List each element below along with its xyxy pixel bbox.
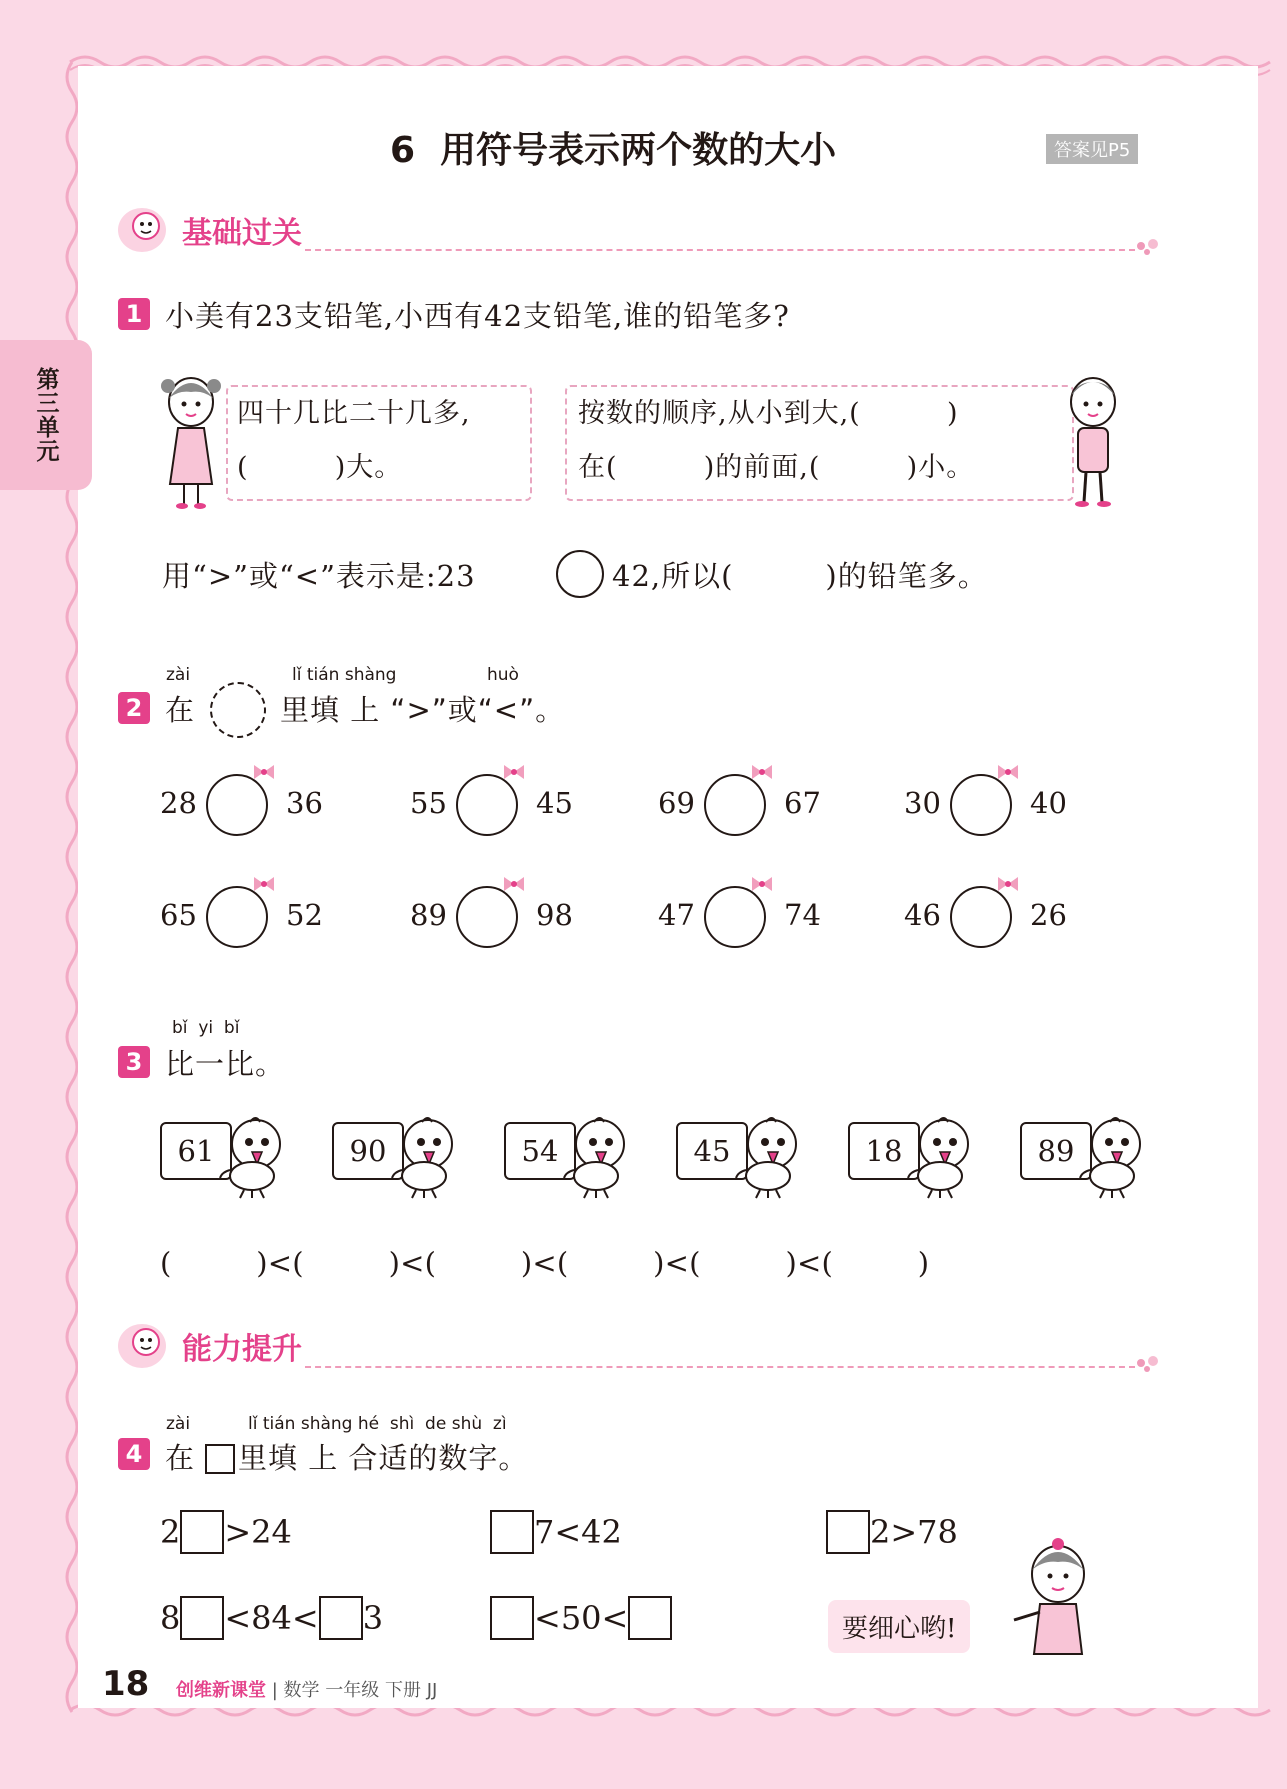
question-4-number: 4 [118,1438,150,1470]
question-1-answer-suffix: 42,所以( )的铅笔多。 [612,559,988,593]
q2-pinyin-huo: huò [487,665,519,685]
q2-example-circle [210,682,266,738]
q2-right-number: 74 [784,898,821,932]
chick-icon [1076,1114,1150,1200]
q4-r2a-box1[interactable] [180,1596,224,1640]
q4-row2-a [160,1596,383,1640]
q4-example-square [205,1444,235,1474]
q3-number-card: 18 [848,1122,920,1180]
q2-left-number: 47 [658,898,695,932]
q4-r1b-box[interactable] [490,1510,534,1554]
unit-tab: 第三单元 [0,340,92,490]
q2-left-number: 30 [904,786,941,820]
q4-r1a-pre: 2 [160,1513,181,1551]
answer-circle-23-42[interactable] [556,550,604,598]
q2-answer-circle[interactable] [456,886,518,948]
bow-icon [996,762,1020,782]
bow-icon [502,874,526,894]
q2-pinyin-zai: zài [166,665,191,685]
dots-icon [1133,236,1163,256]
girl-figure-icon [158,372,224,512]
q2-left-number: 65 [160,898,197,932]
q4-row1-b [490,1510,622,1554]
bow-icon [996,874,1020,894]
bow-icon [252,874,276,894]
bow-icon [252,762,276,782]
bow-icon [750,762,774,782]
section-mascot-icon-2 [116,1320,172,1370]
q3-number-card: 90 [332,1122,404,1180]
q3-answer-line: ( )<( )<( )<( )<( )<( ) [160,1246,930,1280]
footer-sep: | [271,1680,278,1701]
q2-pinyin-rest: lǐ tián shàng [292,665,397,685]
q2-answer-circle[interactable] [206,774,268,836]
q4-r1c-box[interactable] [826,1510,870,1554]
q2-answer-circle[interactable] [206,886,268,948]
q4-r2b-mid: <50< [534,1599,629,1637]
section-basic-title: 基础过关 [182,216,302,251]
q2-right-number: 98 [536,898,573,932]
chick-icon [560,1114,634,1200]
q2-left-number: 28 [160,786,197,820]
q2-right-number: 40 [1030,786,1067,820]
q2-answer-circle[interactable] [950,774,1012,836]
q3-text: 比一比。 [165,1047,286,1081]
chick-icon [388,1114,462,1200]
q3-number-card: 61 [160,1122,232,1180]
footer-brand: 创维新课堂 [176,1680,266,1701]
q2-right-number: 26 [1030,898,1067,932]
q4-r2b-box2[interactable] [628,1596,672,1640]
section-mascot-icon [116,204,172,254]
footer-edition: JJ [426,1680,438,1701]
boy-figure-icon [1060,372,1126,512]
question-1-text: 小美有23支铅笔,小西有42支铅笔,谁的铅笔多? [165,299,790,333]
q4-r1a-box[interactable] [180,1510,224,1554]
page-title: 6 用符号表示两个数的大小 [390,130,837,171]
q3-pinyin: bǐ yi bǐ [172,1018,240,1038]
q4-r1c-post: 2>78 [870,1513,958,1551]
q4-r1a-post: >24 [224,1513,292,1551]
q4-r2a-post: 3 [362,1599,384,1637]
section-advanced-divider [305,1366,1135,1368]
q3-number-card: 54 [504,1122,576,1180]
right-hint-line1: 按数的顺序,从小到大,( ) [578,398,959,429]
left-hint-line1: 四十几比二十几多, [237,398,471,429]
q4-pinyin-1: zài [166,1414,191,1434]
footer-grade: 一年级 [325,1680,380,1701]
question-1-answer-prefix: 用“>”或“<”表示是:23 [162,559,476,593]
page-number: 18 [102,1664,150,1704]
girl-pointing-icon [1000,1536,1100,1656]
q4-word-1: 在 [165,1441,196,1475]
q2-right-number: 36 [286,786,323,820]
section-advanced-title: 能力提升 [182,1332,302,1367]
q2-left-number: 89 [410,898,447,932]
q2-answer-circle[interactable] [704,774,766,836]
q4-r1b-post: 7<42 [534,1513,622,1551]
q2-right-number: 45 [536,786,573,820]
chick-icon [732,1114,806,1200]
q2-left-number: 46 [904,898,941,932]
q4-row1-c [826,1510,958,1554]
chick-icon [904,1114,978,1200]
q2-left-number: 55 [410,786,447,820]
dots-icon-2 [1133,1353,1163,1373]
footer-subject: 数学 [283,1680,320,1701]
bow-icon [750,874,774,894]
q3-number-card: 45 [676,1122,748,1180]
question-2-number: 2 [118,692,150,724]
q2-answer-circle[interactable] [456,774,518,836]
q4-r2b-box1[interactable] [490,1596,534,1640]
q4-pinyin-2: lǐ tián shàng hé shì de shù zì [248,1414,507,1434]
answer-reference: 答案见P5 [1046,134,1138,164]
question-1-number: 1 [118,298,150,330]
question-3-number: 3 [118,1046,150,1078]
q2-right-number: 52 [286,898,323,932]
q2-word-rest: 里填 上 “>”或“<”。 [280,693,566,727]
q4-r2a-box2[interactable] [319,1596,363,1640]
q2-answer-circle[interactable] [950,886,1012,948]
bow-icon [502,762,526,782]
q4-r2a-mid: <84< [224,1599,319,1637]
speech-bubble: 要细心哟! [828,1600,970,1653]
q4-row2-b [490,1596,672,1640]
q4-word-2: 里填 上 合适的数字。 [238,1441,529,1475]
section-basic-divider [305,249,1135,251]
footer-info [176,1676,437,1702]
right-hint-line2: 在( )的前面,( )小。 [578,452,975,483]
left-hint-line2: ( )大。 [237,452,403,483]
q2-left-number: 69 [658,786,695,820]
q2-word-zai: 在 [165,693,196,727]
q3-number-card: 89 [1020,1122,1092,1180]
footer-volume: 下册 [385,1680,422,1701]
q2-answer-circle[interactable] [704,886,766,948]
chick-icon [216,1114,290,1200]
q2-right-number: 67 [784,786,821,820]
q4-row1-a [160,1510,292,1554]
q4-r2a-pre: 8 [160,1599,181,1637]
